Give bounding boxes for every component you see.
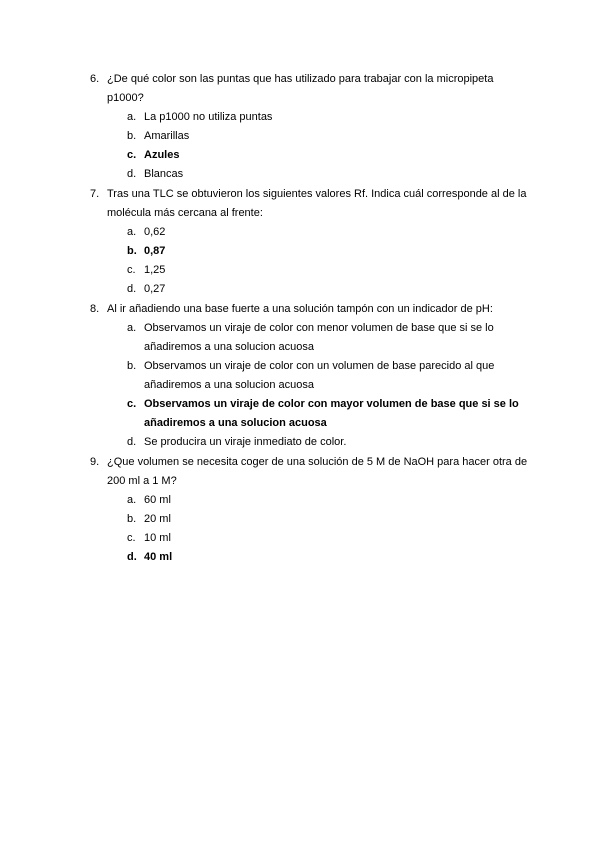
options-list — [90, 108, 530, 184]
question-text: Tras una TLC se obtuvieron los siguientes valores Rf. Indica cuál corresponde al de la molécula más cercana al frente: — [107, 188, 527, 219]
question-text: ¿De qué color son las puntas que has utilizado para trabajar con la micropipeta p1000? — [107, 73, 494, 104]
option-letter: d. — [127, 283, 137, 295]
option-letter: c. — [127, 532, 136, 544]
option-letter: c. — [127, 149, 137, 161]
options-list — [90, 491, 530, 567]
option-text: 1,25 — [144, 264, 166, 276]
option-text: 0,62 — [144, 226, 166, 238]
option-letter: a. — [127, 226, 137, 238]
option-letter: b. — [127, 130, 137, 142]
option-d — [90, 433, 530, 452]
option-letter: b. — [127, 245, 137, 257]
option-text: 10 ml — [144, 532, 171, 544]
option-c-correct — [90, 395, 530, 433]
option-text: Observamos un viraje de color con menor volumen de base que si se lo añadiremos a una solucion acuosa — [144, 322, 494, 353]
option-letter: d. — [127, 551, 137, 563]
question-6 — [90, 70, 530, 184]
question-text: Al ir añadiendo una base fuerte a una solución tampón con un indicador de pH: — [107, 303, 493, 315]
option-c — [90, 261, 530, 280]
option-text: Blancas — [144, 168, 184, 180]
option-text: 0,27 — [144, 283, 166, 295]
option-a — [90, 223, 530, 242]
option-letter: b. — [127, 360, 137, 372]
options-list — [90, 319, 530, 452]
option-d-correct — [90, 548, 530, 567]
question-8 — [90, 300, 530, 452]
option-letter: c. — [127, 398, 137, 410]
option-b — [90, 357, 530, 395]
question-7 — [90, 185, 530, 299]
option-text: 40 ml — [144, 551, 173, 563]
option-d — [90, 280, 530, 299]
options-list — [90, 223, 530, 299]
question-number: 8. — [90, 303, 100, 315]
option-letter: d. — [127, 168, 137, 180]
option-letter: b. — [127, 513, 137, 525]
option-letter: a. — [127, 322, 137, 334]
option-b — [90, 127, 530, 146]
option-b — [90, 510, 530, 529]
option-a — [90, 491, 530, 510]
question-9 — [90, 453, 530, 567]
option-b-correct — [90, 242, 530, 261]
option-text: Observamos un viraje de color con un volumen de base parecido al que añadiremos a una solucion acuosa — [144, 360, 495, 391]
option-d — [90, 165, 530, 184]
question-number: 9. — [90, 456, 100, 468]
option-text: Amarillas — [144, 130, 190, 142]
option-a — [90, 319, 530, 357]
option-text: 60 ml — [144, 494, 171, 506]
question-text: ¿Que volumen se necesita coger de una solución de 5 M de NaOH para hacer otra de 200 ml a 1 M? — [107, 456, 528, 487]
question-number: 6. — [90, 73, 100, 85]
option-c — [90, 529, 530, 548]
option-letter: a. — [127, 494, 137, 506]
option-text: 0,87 — [144, 245, 166, 257]
option-text: Observamos un viraje de color con mayor volumen de base que si se lo añadiremos a una solucion acuosa — [144, 398, 519, 429]
option-letter: d. — [127, 436, 137, 448]
option-letter: c. — [127, 264, 136, 276]
option-text: La p1000 no utiliza puntas — [144, 111, 273, 123]
option-a — [90, 108, 530, 127]
question-number: 7. — [90, 188, 100, 200]
option-c-correct — [90, 146, 530, 165]
option-text: Azules — [144, 149, 180, 161]
option-letter: a. — [127, 111, 137, 123]
option-text: 20 ml — [144, 513, 171, 525]
option-text: Se producira un viraje inmediato de color. — [144, 436, 347, 448]
